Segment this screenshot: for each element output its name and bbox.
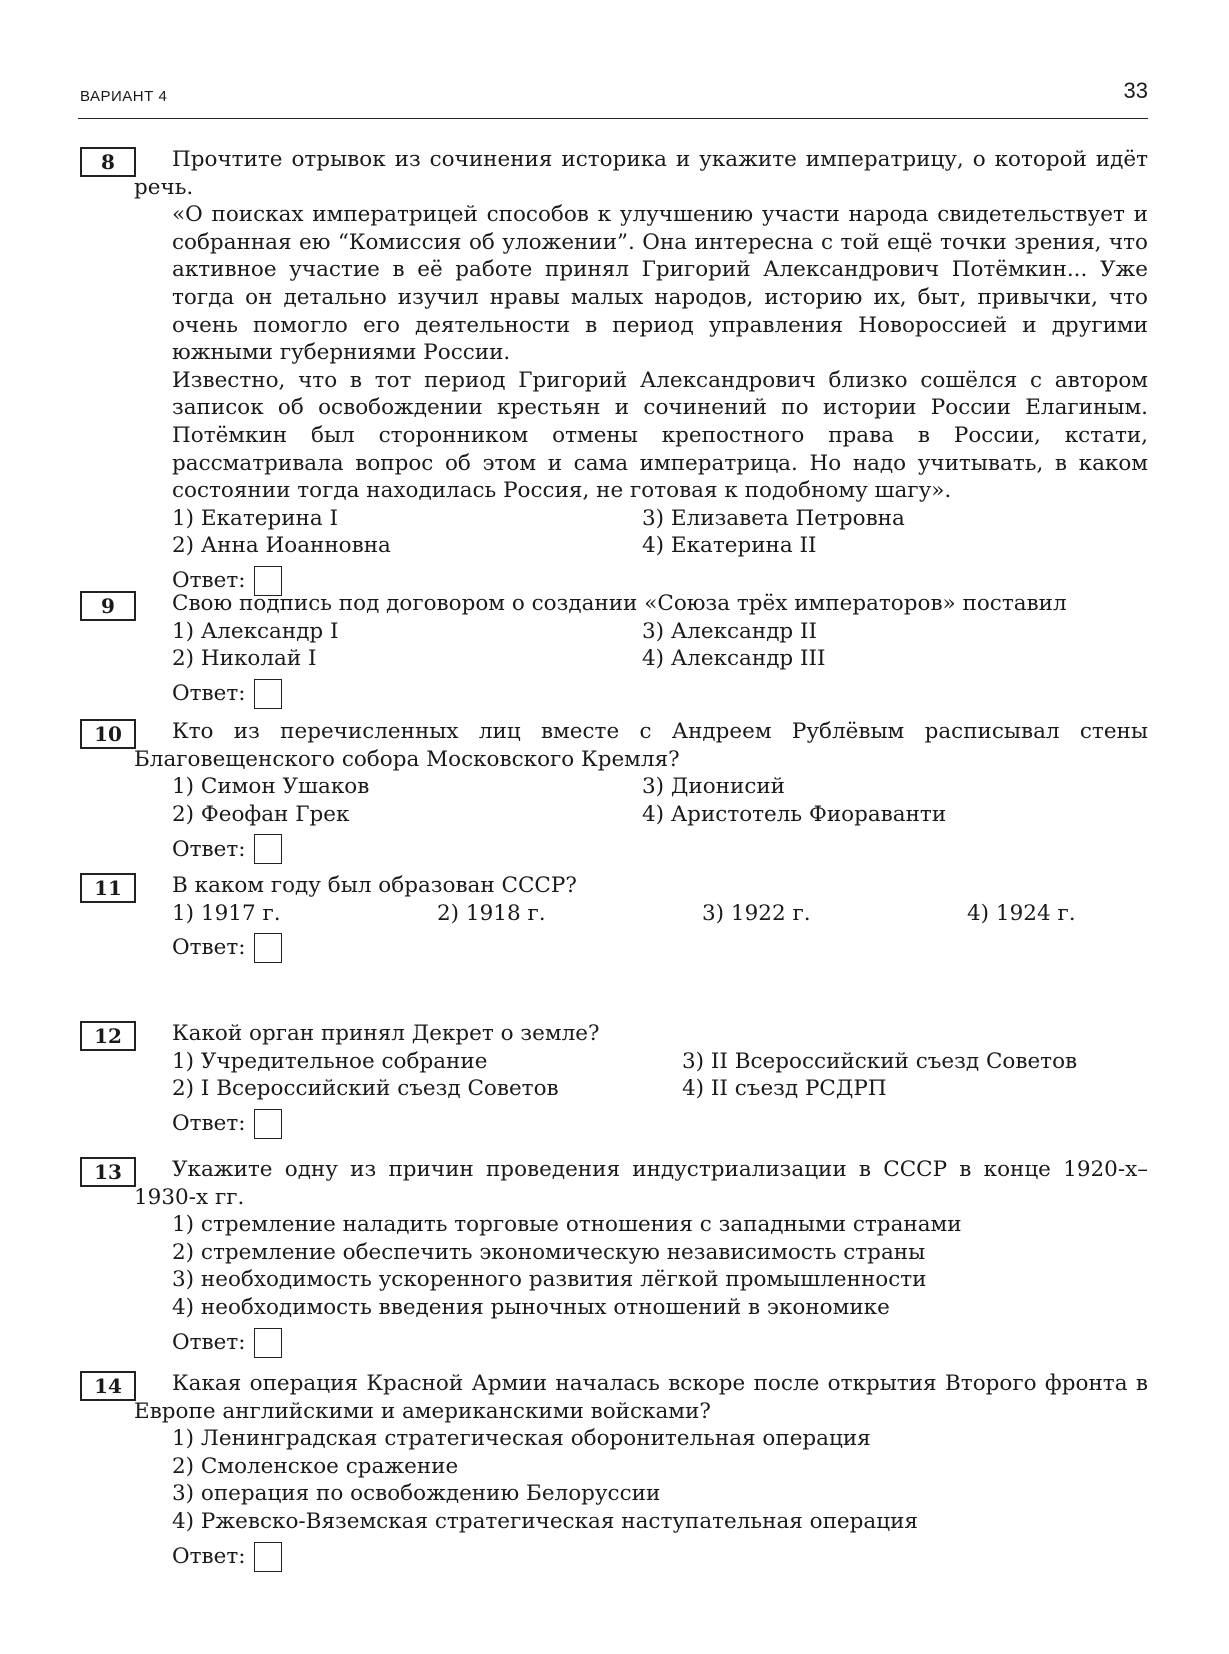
answer-row — [172, 931, 1148, 965]
option-2: 2) стремление обеспечить экономическую независимость страны — [172, 1239, 926, 1265]
option-1: 1) стремление наладить торговые отношения с западными странами — [172, 1212, 962, 1238]
answer-label: Ответ: — [172, 1329, 246, 1355]
quote-paragraph-2: Известно, что в тот период Григорий Александрович близко сошёлся с автором записок об освобождении крестьян и сочинений по истории России Елагиным. Потёмкин был сторонником отмены крепостного права в России, кстати, рассматривала вопрос об этом и сама императрица. Но надо учитывать, в каком состоянии тогда находилась Россия, не готовая к подобному шагу». — [172, 367, 1148, 504]
options — [172, 1048, 1148, 1103]
option-4: 4) 1924 г. — [967, 900, 1076, 926]
option-3: 3) необходимость ускоренного развития лёгкой промышленности — [172, 1267, 927, 1293]
option-3: 3) операция по освобождению Белоруссии — [172, 1481, 661, 1507]
answer-label: Ответ: — [172, 568, 246, 594]
question-number: 11 — [80, 873, 136, 903]
option-3: 3) 1922 г. — [702, 900, 811, 926]
question-number: 10 — [80, 719, 136, 749]
question-number: 8 — [80, 147, 136, 177]
option-2: 2) Феофан Грек — [172, 801, 350, 827]
question-13 — [80, 1156, 1148, 1360]
variant-label: ВАРИАНТ 4 — [80, 88, 168, 105]
answer-row — [172, 832, 1148, 866]
answer-label: Ответ: — [172, 680, 246, 706]
answer-box[interactable] — [254, 679, 282, 709]
question-stem: Кто из перечисленных лиц вместе с Андреем Рублёвым расписывал стены Благовещенского собора Московского Кремля? — [134, 719, 1148, 772]
option-4: 4) Александр III — [642, 646, 826, 672]
answer-row — [172, 1326, 1148, 1360]
option-2: 2) Анна Иоанновна — [172, 533, 391, 559]
question-stem: Какая операция Красной Армии началась вскоре после открытия Второго фронта в Европе английскими и американскими войсками? — [134, 1371, 1148, 1424]
options — [172, 1425, 1148, 1535]
question-9 — [80, 590, 1148, 711]
question-stem: Укажите одну из причин проведения индустриализации в СССР в конце 1920-х–1930-х гг. — [134, 1157, 1148, 1210]
option-1: 1) Симон Ушаков — [172, 774, 370, 800]
question-stem: В каком году был образован СССР? — [172, 873, 577, 898]
option-1: 1) Екатерина I — [172, 505, 339, 531]
option-3: 3) Александр II — [642, 618, 818, 644]
option-1: 1) Ленинградская стратегическая оборонительная операция — [172, 1426, 871, 1452]
answer-box[interactable] — [254, 933, 282, 963]
quote-paragraph-1: «О поисках императрицей способов к улучшению участи народа свидетельствует и собранная ею “Комиссия об уложении”. Она интересна с той ещё точки зрения, что активное участие в её работе принял Григорий Александрович Потёмкин... Уже тогда он детально изучил нравы малых народов, историю их, быт, привычки, что очень помогло его деятельности в период управления Новороссией и другими южными губерниями России. — [172, 202, 1148, 366]
question-11 — [80, 872, 1148, 965]
answer-row — [172, 677, 1148, 711]
option-4: 4) II съезд РСДРП — [682, 1076, 887, 1102]
option-4: 4) Ржевско-Вяземская стратегическая наступательная операция — [172, 1508, 918, 1534]
answer-label: Ответ: — [172, 836, 246, 862]
question-stem: Какой орган принял Декрет о земле? — [172, 1021, 600, 1046]
question-8 — [80, 146, 1148, 598]
question-12 — [80, 1020, 1148, 1141]
options — [172, 618, 1148, 673]
question-10 — [80, 718, 1148, 866]
option-1: 1) 1917 г. — [172, 900, 281, 926]
option-1: 1) Александр I — [172, 618, 339, 644]
answer-label: Ответ: — [172, 1543, 246, 1569]
options — [172, 773, 1148, 828]
option-3: 3) II Всероссийский съезд Советов — [682, 1048, 1078, 1074]
options — [172, 900, 1148, 928]
option-2: 2) 1918 г. — [437, 900, 546, 926]
option-2: 2) Смоленское сражение — [172, 1453, 459, 1479]
page-header — [78, 78, 1148, 119]
option-4: 4) необходимость введения рыночных отношений в экономике — [172, 1294, 890, 1320]
answer-box[interactable] — [254, 1542, 282, 1572]
answer-row — [172, 1107, 1148, 1141]
question-number: 13 — [80, 1157, 136, 1187]
option-3: 3) Дионисий — [642, 774, 786, 800]
option-2: 2) I Всероссийский съезд Советов — [172, 1076, 559, 1102]
option-4: 4) Аристотель Фиораванти — [642, 801, 947, 827]
answer-row — [172, 1540, 1148, 1574]
option-1: 1) Учредительное собрание — [172, 1048, 488, 1074]
quote-block — [172, 201, 1148, 505]
options — [172, 1211, 1148, 1321]
question-stem: Свою подпись под договором о создании «Союза трёх императоров» поставил — [172, 591, 1067, 616]
answer-label: Ответ: — [172, 935, 246, 961]
question-stem: Прочтите отрывок из сочинения историка и укажите императрицу, о которой идёт речь. — [134, 147, 1148, 200]
answer-box[interactable] — [254, 834, 282, 864]
question-number: 12 — [80, 1021, 136, 1051]
question-number: 9 — [80, 591, 136, 621]
option-3: 3) Елизавета Петровна — [642, 505, 905, 531]
question-14 — [80, 1370, 1148, 1574]
option-4: 4) Екатерина II — [642, 533, 817, 559]
answer-box[interactable] — [254, 1328, 282, 1358]
answer-label: Ответ: — [172, 1110, 246, 1136]
option-2: 2) Николай I — [172, 646, 317, 672]
question-number: 14 — [80, 1371, 136, 1401]
page-number: 33 — [1123, 78, 1148, 103]
answer-box[interactable] — [254, 1109, 282, 1139]
options — [172, 505, 1148, 560]
